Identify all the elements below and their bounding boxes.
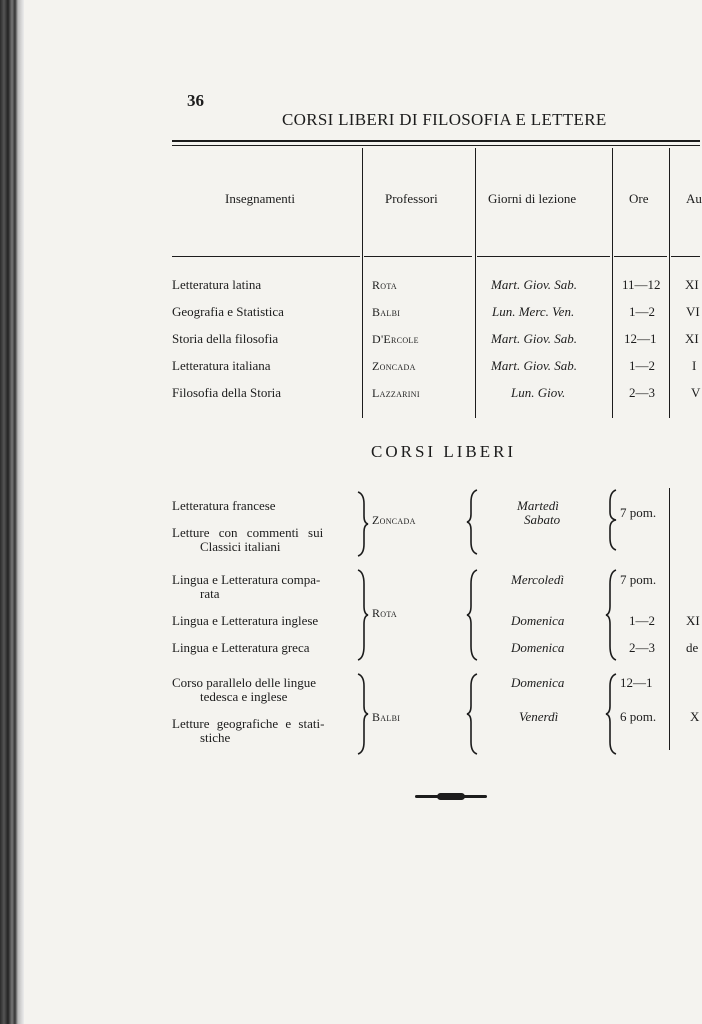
hours-cell: 7 pom. xyxy=(620,505,657,520)
hours-cell: 12—1 xyxy=(624,331,657,346)
days-cell: Martedì xyxy=(517,498,559,513)
column-divider xyxy=(362,148,363,418)
header-underline xyxy=(671,256,700,257)
professor-cell: Rota xyxy=(372,606,398,620)
professor-cell: D'Ercole xyxy=(372,332,419,346)
page-number: 36 xyxy=(187,91,204,110)
header-underline xyxy=(614,256,667,257)
column-divider xyxy=(669,488,670,750)
days-cell: Mercoledì xyxy=(511,572,564,587)
room-cell: XI xyxy=(685,277,699,292)
professor-cell: Zoncada xyxy=(372,359,416,373)
subject-cell: Storia della filosofia xyxy=(172,331,279,346)
column-header-professor: Professori xyxy=(385,191,438,206)
days-cell: Mart. Giov. Sab. xyxy=(491,331,578,346)
room-cell: de xyxy=(686,640,699,655)
table-top-rule xyxy=(172,140,700,142)
column-header-room: Au xyxy=(686,191,702,206)
subject-cell: Letture geografiche e stati- xyxy=(172,716,325,731)
brace-icon xyxy=(606,672,618,756)
hours-cell: 12—1 xyxy=(620,675,653,690)
column-header-days: Giorni di lezione xyxy=(488,191,577,206)
hours-cell: 1—2 xyxy=(629,613,655,628)
subject-cell: Letteratura latina xyxy=(172,277,262,292)
subject-cell: Letteratura italiana xyxy=(172,358,271,373)
subject-cell: Letture con commenti sui xyxy=(172,525,324,540)
professor-cell: Balbi xyxy=(372,305,401,319)
column-header-subject: Insegnamenti xyxy=(225,191,296,206)
column-divider xyxy=(612,148,613,418)
column-header-hours: Ore xyxy=(629,191,649,206)
days-cell: Domenica xyxy=(511,613,565,628)
room-cell: I xyxy=(692,358,697,373)
subject-cell: Lingua e Letteratura inglese xyxy=(172,613,319,628)
room-cell: VI xyxy=(686,304,700,319)
table-top-rule-thin xyxy=(172,145,700,146)
brace-icon xyxy=(606,488,618,552)
hours-cell: 2—3 xyxy=(629,640,655,655)
subject-cell: Letteratura francese xyxy=(172,498,276,513)
column-divider xyxy=(669,148,670,418)
page-title: CORSI LIBERI DI FILOSOFIA E LETTERE xyxy=(282,110,607,129)
header-underline xyxy=(364,256,472,257)
professor-cell: Rota xyxy=(372,278,398,292)
brace-icon xyxy=(356,672,368,756)
book-binding-edge xyxy=(0,0,24,1024)
subject-cell: Geografia e Statistica xyxy=(172,304,284,319)
hours-cell: 1—2 xyxy=(629,358,655,373)
days-cell: Lun. Merc. Ven. xyxy=(492,304,575,319)
header-underline xyxy=(477,256,610,257)
subject-cell: rata xyxy=(200,586,220,601)
hours-cell: 1—2 xyxy=(629,304,655,319)
brace-icon xyxy=(467,488,479,556)
hours-cell: 11—12 xyxy=(622,277,661,292)
subject-cell: Lingua e Letteratura compa- xyxy=(172,572,321,587)
brace-icon xyxy=(606,568,618,662)
column-divider xyxy=(475,148,476,418)
hours-cell: 6 pom. xyxy=(620,709,657,724)
days-cell: Domenica xyxy=(511,675,565,690)
hours-cell: 7 pom. xyxy=(620,572,657,587)
subject-cell: stiche xyxy=(200,730,231,745)
professor-cell: Zoncada xyxy=(372,513,416,527)
professor-cell: Balbi xyxy=(372,710,401,724)
subject-cell: tedesca e inglese xyxy=(200,689,288,704)
subject-cell: Lingua e Letteratura greca xyxy=(172,640,310,655)
room-cell: X xyxy=(690,709,700,724)
hours-cell: 2—3 xyxy=(629,385,655,400)
room-cell: XI xyxy=(685,331,699,346)
room-cell: V xyxy=(691,385,701,400)
professor-cell: Lazzarini xyxy=(372,386,420,400)
header-underline xyxy=(172,256,360,257)
subject-cell: Corso parallelo delle lingue xyxy=(172,675,317,690)
section-title: CORSI LIBERI xyxy=(371,442,517,461)
brace-icon xyxy=(356,568,368,662)
days-cell: Venerdì xyxy=(519,709,559,724)
days-cell: Domenica xyxy=(511,640,565,655)
days-cell: Sabato xyxy=(524,512,561,527)
closing-ornament xyxy=(415,795,487,798)
subject-cell: Filosofia della Storia xyxy=(172,385,282,400)
subject-cell: Classici italiani xyxy=(200,539,281,554)
days-cell: Mart. Giov. Sab. xyxy=(491,358,578,373)
brace-icon xyxy=(356,490,368,558)
days-cell: Lun. Giov. xyxy=(511,385,566,400)
room-cell: XI xyxy=(686,613,700,628)
days-cell: Mart. Giov. Sab. xyxy=(491,277,578,292)
brace-icon xyxy=(467,672,479,756)
brace-icon xyxy=(467,568,479,662)
